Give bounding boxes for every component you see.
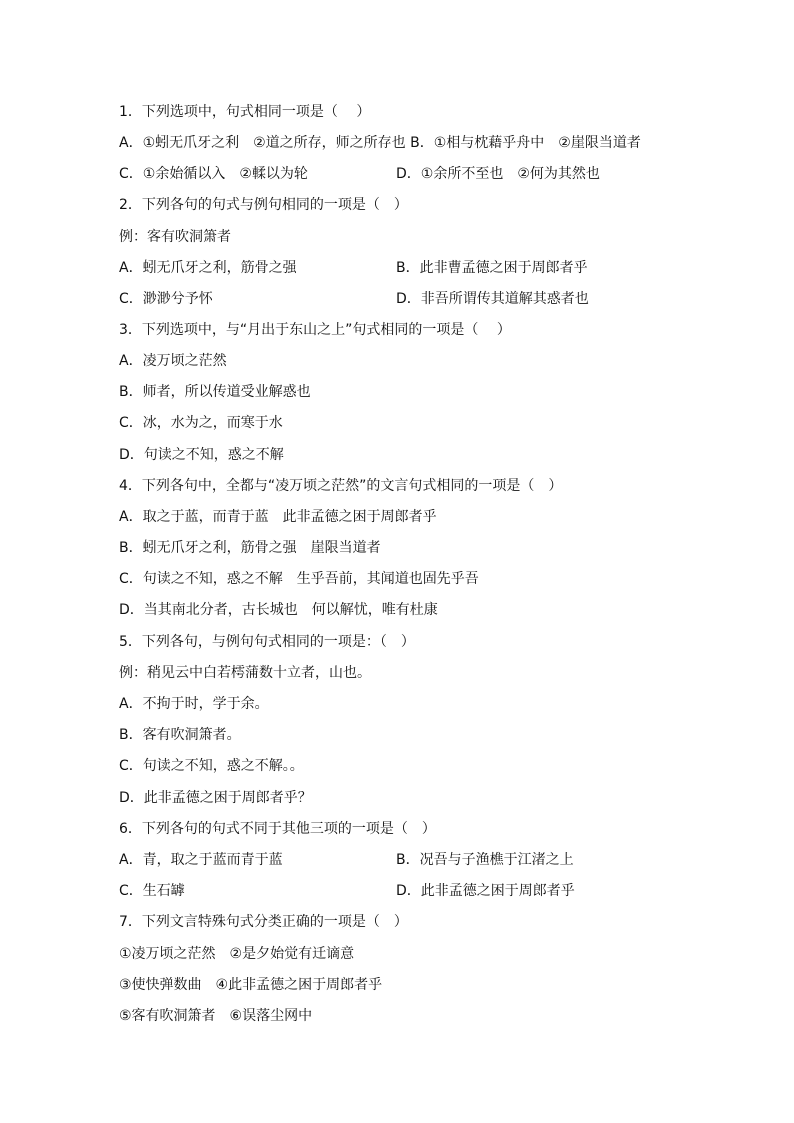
- question-4-option-a: A．取之于蓝，而青于蓝 此非孟德之困于周郎者乎: [119, 509, 437, 525]
- question-2-option-row-1: [119, 258, 679, 278]
- question-2-option-a: A．蚓无爪牙之利，筋骨之强: [119, 260, 297, 276]
- question-5-option-d: D．此非孟德之困于周郎者乎？: [119, 790, 312, 806]
- question-6-option-a: A．青，取之于蓝而青于蓝: [119, 852, 283, 868]
- question-5-option-c: C．句读之不知，惑之不解。。: [119, 758, 304, 774]
- question-2-stem: 2．下列各句的句式与例句相同的一项是（ ）: [119, 197, 408, 213]
- question-6-option-c: C．生石罅: [119, 883, 185, 899]
- question-1-option-row: [119, 164, 679, 184]
- question-5-example: 例：稍见云中白若樗蒲数十立者，山也。: [119, 665, 371, 681]
- question-2-option-row-2: [119, 289, 679, 309]
- question-7-item-row-1: ①凌万顷之茫然 ②是夕始觉有迁谪意: [119, 946, 355, 962]
- question-2-option-b: B．此非曹孟德之困于周郎者乎: [396, 260, 588, 276]
- question-1-option-c: C．①余始循以入 ②輮以为轮: [119, 166, 308, 182]
- question-5-option-b: B．客有吹洞箫者。: [119, 727, 241, 743]
- question-4-option-d: D．当其南北分者，古长城也 何以解忧，唯有杜康: [119, 602, 438, 618]
- question-6-option-b: B．况吾与子渔樵于江渚之上: [396, 852, 574, 868]
- question-3-stem: 3．下列选项中，与“月出于东山之上”句式相同的一项是（ ）: [119, 322, 511, 338]
- question-5-option-a: A．不拘于时，学于余。: [119, 696, 269, 712]
- question-4-stem: 4．下列各句中，全都与“凌万顷之茫然”的文言句式相同的一项是（ ）: [119, 478, 563, 494]
- question-6-option-d: D．此非孟德之困于周郎者乎: [396, 883, 575, 899]
- question-3-option-c: C．冰，水为之，而寒于水: [119, 415, 283, 431]
- question-1-option-ab: A．①蚓无爪牙之利 ②道之所存，师之所存也 B．①相与枕藉乎舟中 ②崖限当道者: [119, 135, 641, 151]
- question-3-option-b: B．师者，所以传道受业解惑也: [119, 384, 311, 400]
- question-6-option-row-1: [119, 850, 679, 870]
- question-7-item-row-3: ⑤客有吹洞箫者 ⑥误落尘网中: [119, 1008, 313, 1024]
- question-4-option-b: B．蚓无爪牙之利，筋骨之强 崖限当道者: [119, 540, 381, 556]
- question-7-stem: 7．下列文言特殊句式分类正确的一项是（ ）: [119, 914, 408, 930]
- question-2-example: 例：客有吹洞箫者: [119, 229, 231, 245]
- question-6-stem: 6．下列各句的句式不同于其他三项的一项是（ ）: [119, 821, 436, 837]
- question-6-option-row-2: [119, 881, 679, 901]
- question-5-stem: 5．下列各句，与例句句式相同的一项是：（ ）: [119, 634, 415, 650]
- question-3-option-a: A．凌万顷之茫然: [119, 353, 227, 369]
- question-1-option-d: D．①余所不至也 ②何为其然也: [396, 166, 600, 182]
- question-3-option-d: D．句读之不知，惑之不解: [119, 447, 284, 463]
- question-2-option-d: D．非吾所谓传其道解其惑者也: [396, 291, 589, 307]
- question-2-option-c: C．渺渺兮予怀: [119, 291, 213, 307]
- question-1-stem: 1．下列选项中，句式相同一项是（ ）: [119, 104, 371, 120]
- question-4-option-c: C．句读之不知，惑之不解 生乎吾前，其闻道也固先乎吾: [119, 571, 479, 587]
- question-7-item-row-2: ③使快弹数曲 ④此非孟德之困于周郎者乎: [119, 977, 383, 993]
